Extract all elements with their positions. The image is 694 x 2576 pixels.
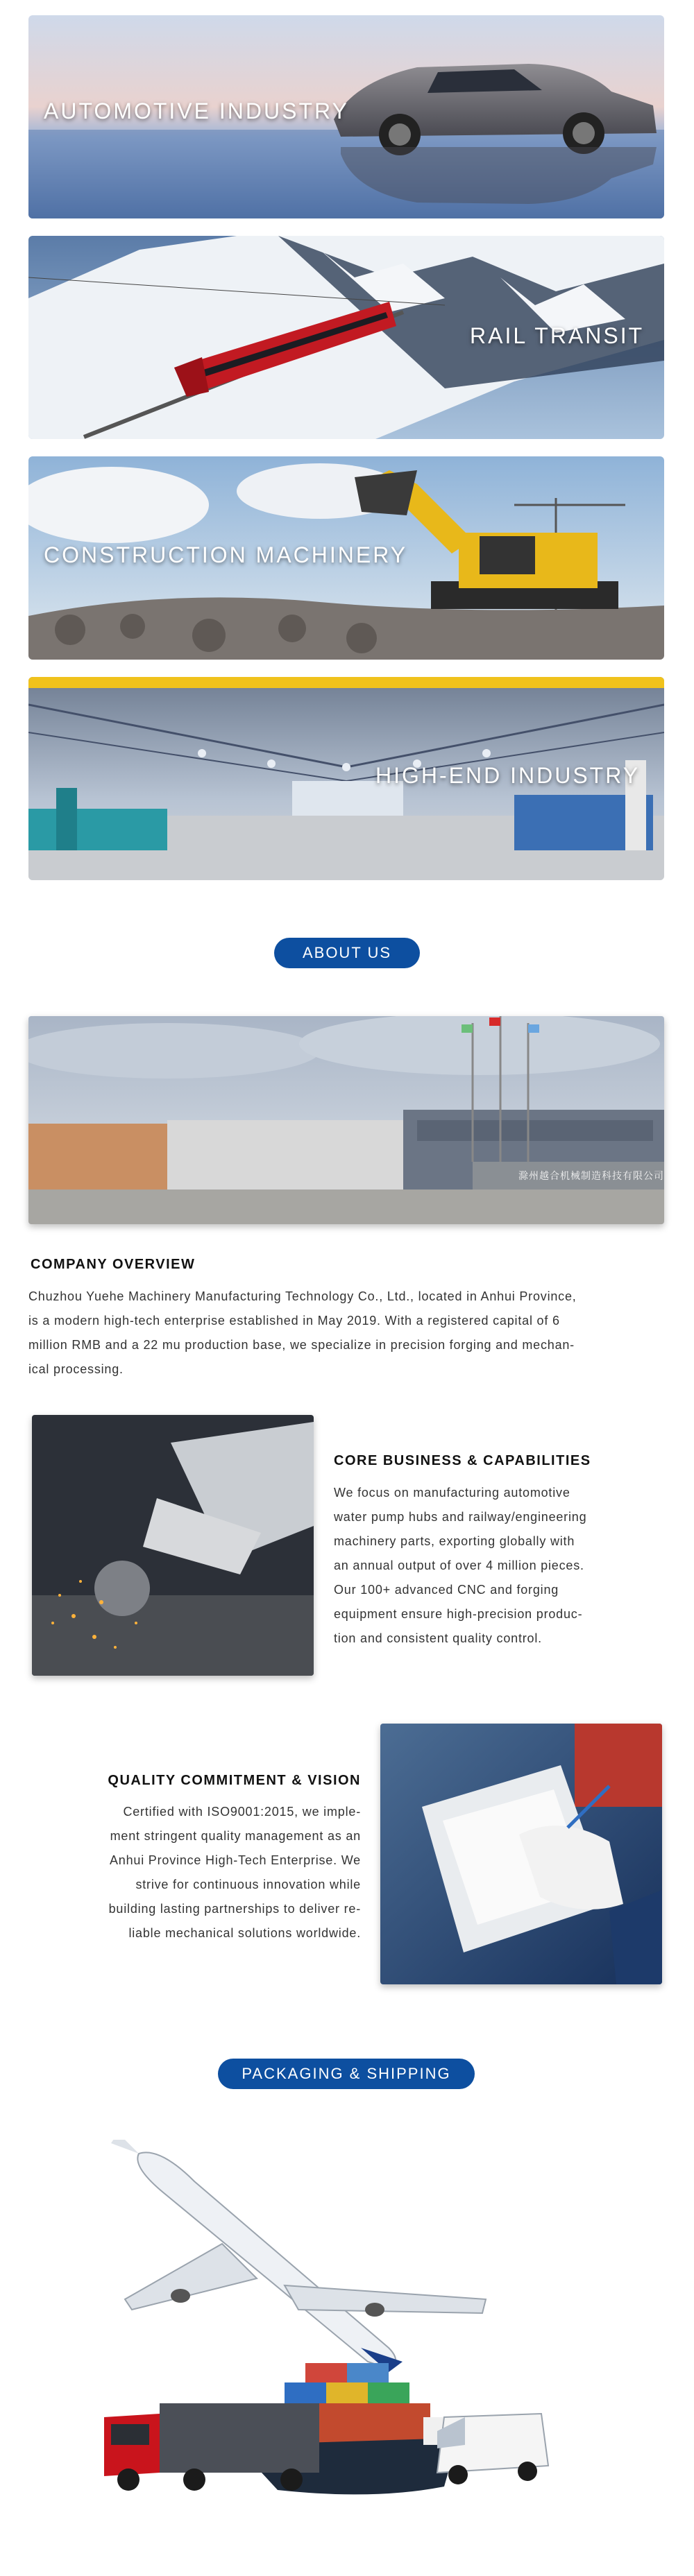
overview-heading: COMPANY OVERVIEW (31, 1257, 196, 1272)
company-sign: 滁州越合机械制造科技有限公司 (518, 1171, 664, 1182)
banner-high-end[interactable] (28, 677, 664, 880)
overview-text: Chuzhou Yuehe Machinery Manufacturing Technology Co., Ltd., located in Anhui Province, is a modern high-tech enterprise established in May 2019. With a registered capital of 6 million RMB and a 22 mu production base, we specialize in precision forging and mechan- ical processing. (28, 1289, 577, 1376)
quality-heading: QUALITY COMMITMENT & VISION (108, 1773, 361, 1788)
core-heading: CORE BUSINESS & CAPABILITIES (334, 1453, 591, 1468)
banner-title: AUTOMOTIVE INDUSTRY (44, 98, 349, 123)
banner-rail[interactable] (28, 236, 664, 439)
banner-construction[interactable] (28, 456, 664, 660)
airplane-icon (111, 2140, 486, 2372)
banner-title: CONSTRUCTION MACHINERY (44, 542, 408, 567)
truck-icon (104, 2403, 319, 2491)
about-us-badge: ABOUT US (274, 938, 420, 968)
core-text: We focus on manufacturing automotive water pump hubs and railway/engineering machinery parts, exporting globally with an annual output of over 4 million pieces. Our 100+ advanced CNC and forging equipment ensure high-precision produc- tion and consistent quality control. (334, 1486, 587, 1645)
quality-text: Certified with ISO9001:2015, we imple- ment stringent quality management as an Anhui Province High-Tech Enterprise. We strive for continuous innovation while building lasting partnerships to deliver re- liable mechanical solutions worldwide. (108, 1805, 361, 1940)
packaging-shipping-badge: PACKAGING & SHIPPING (218, 2059, 475, 2089)
banner-title: HIGH-END INDUSTRY (375, 763, 641, 788)
banner-title: RAIL TRANSIT (470, 323, 645, 348)
welding-photo (32, 1415, 314, 1676)
banner-automotive[interactable] (28, 15, 664, 218)
van-icon (437, 2414, 548, 2484)
inspection-photo (380, 1724, 662, 1984)
company-gate-photo (28, 1016, 664, 1224)
transport-illustration (97, 2140, 597, 2514)
